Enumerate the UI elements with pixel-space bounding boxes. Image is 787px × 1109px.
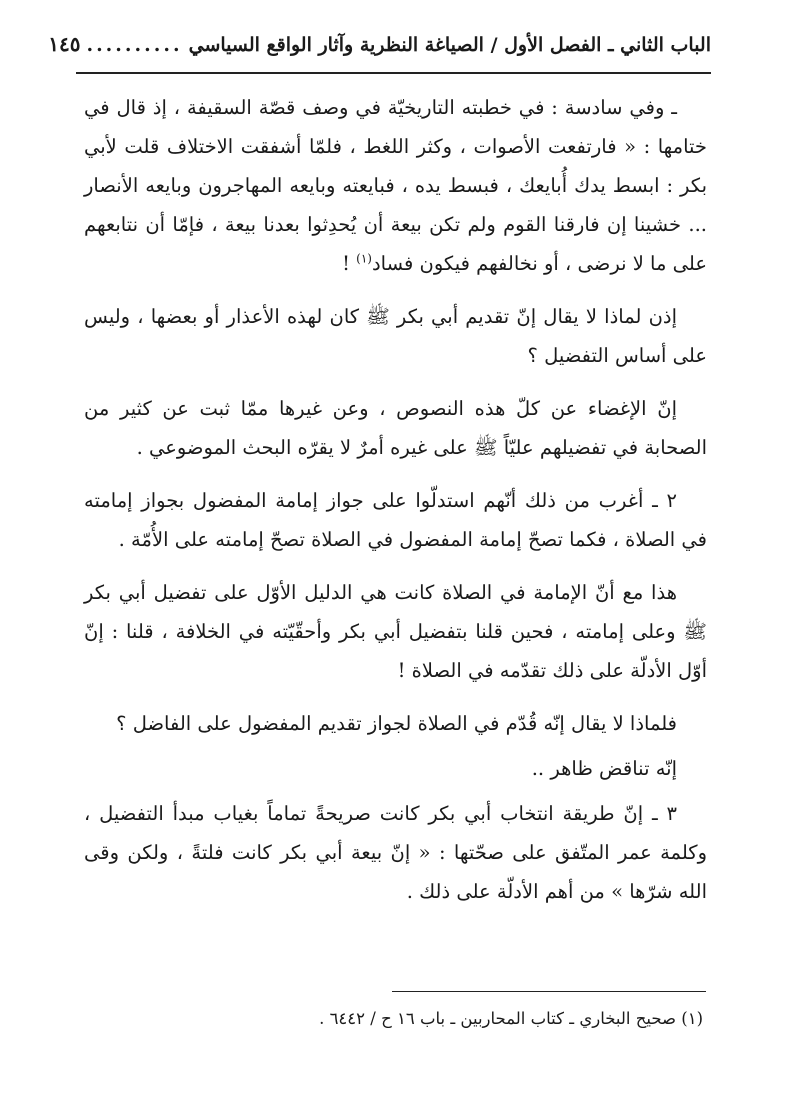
paragraph-6: فلماذا لا يقال إنّه قُدّم في الصلاة لجواز تقديم المفضول على الفاضل ؟ — [116, 712, 677, 735]
paragraph-1-text: ـ وفي سادسة : في خطبته التاريخيّة في وصف قصّة السقيفة ، إذ قال في ختامها : « فارتفعت الأصوات ، وكثر اللغط ، فلمّا أشفقت الاختلاف قلت لأبي بكر : ابسط يدك أُبايعك ، فبسط يده ، فبايعته وبايعه المهاجرون وبايعه الأنصار ... خشينا إن فارقنا القوم ولم تكن بيعة أن يُحدِثوا بعدنا بيعة ، فإمّا أن نتابعهم على ما لا نرضى ، أو نخالفهم فيكون فساد — [84, 96, 707, 275]
header-title: الباب الثاني ـ الفصل الأول / الصياغة النظرية وآثار الواقع السياسي — [188, 34, 711, 56]
paragraph-2: إذن لماذا لا يقال إنّ تقديم أبي بكر ﷺ كان لهذه الأعذار أو بعضها ، وليس على أساس التفضيل ؟ — [84, 305, 707, 367]
footnote: (١) صحيح البخاري ـ كتاب المحاربين ـ باب ١٦ ح / ٦٤٤٢ . — [319, 1009, 703, 1028]
paragraph-5: هذا مع أنّ الإمامة في الصلاة كانت هي الدليل الأوّل على تفضيل أبي بكر ﷺ وعلى إمامته ، فحين قلنا بتفضيل أبي بكر وأحقّيّته في الخلافة ، قلنا : إنّ أوّل الأدلّة على ذلك تقدّمه في الصلاة ! — [84, 581, 707, 682]
running-header — [48, 32, 711, 68]
paragraph-4: ٢ ـ أغرب من ذلك أنّهم استدلّوا على جواز إمامة المفضول بجواز إمامته في الصلاة ، فكما تصحّ إمامة المفضول في الصلاة تصحّ إمامته على الأُمّة . — [84, 489, 707, 551]
page-number: ١٤٥ — [48, 32, 81, 56]
paragraph-3: إنّ الإغضاء عن كلّ هذه النصوص ، وعن غيرها ممّا ثبت عن كثير من الصحابة في تفضيلهم عليّاً ﷺ على غيره أمرٌ لا يقرّه البحث الموضوعي . — [84, 397, 707, 459]
paragraph-8: ٣ ـ إنّ طريقة انتخاب أبي بكر كانت صريحةً تماماً بغياب مبدأ التفضيل ، وكلمة عمر المتّفق على صحّتها : « إنّ بيعة أبي بكر كانت فلتةً ، ولكن وقى الله شرّها » من أهم الأدلّة على ذلك . — [84, 802, 707, 903]
paragraph-1 — [84, 88, 707, 283]
paragraph-7: إنّه تناقض ظاهر .. — [531, 757, 677, 780]
header-leader-dots: .......... — [86, 34, 183, 56]
body-text — [84, 88, 707, 925]
footnote-divider — [392, 991, 706, 992]
header-divider — [76, 72, 711, 74]
paragraph-1-tail: ! — [342, 252, 357, 275]
footnote-marker[interactable]: (١) — [356, 251, 372, 266]
